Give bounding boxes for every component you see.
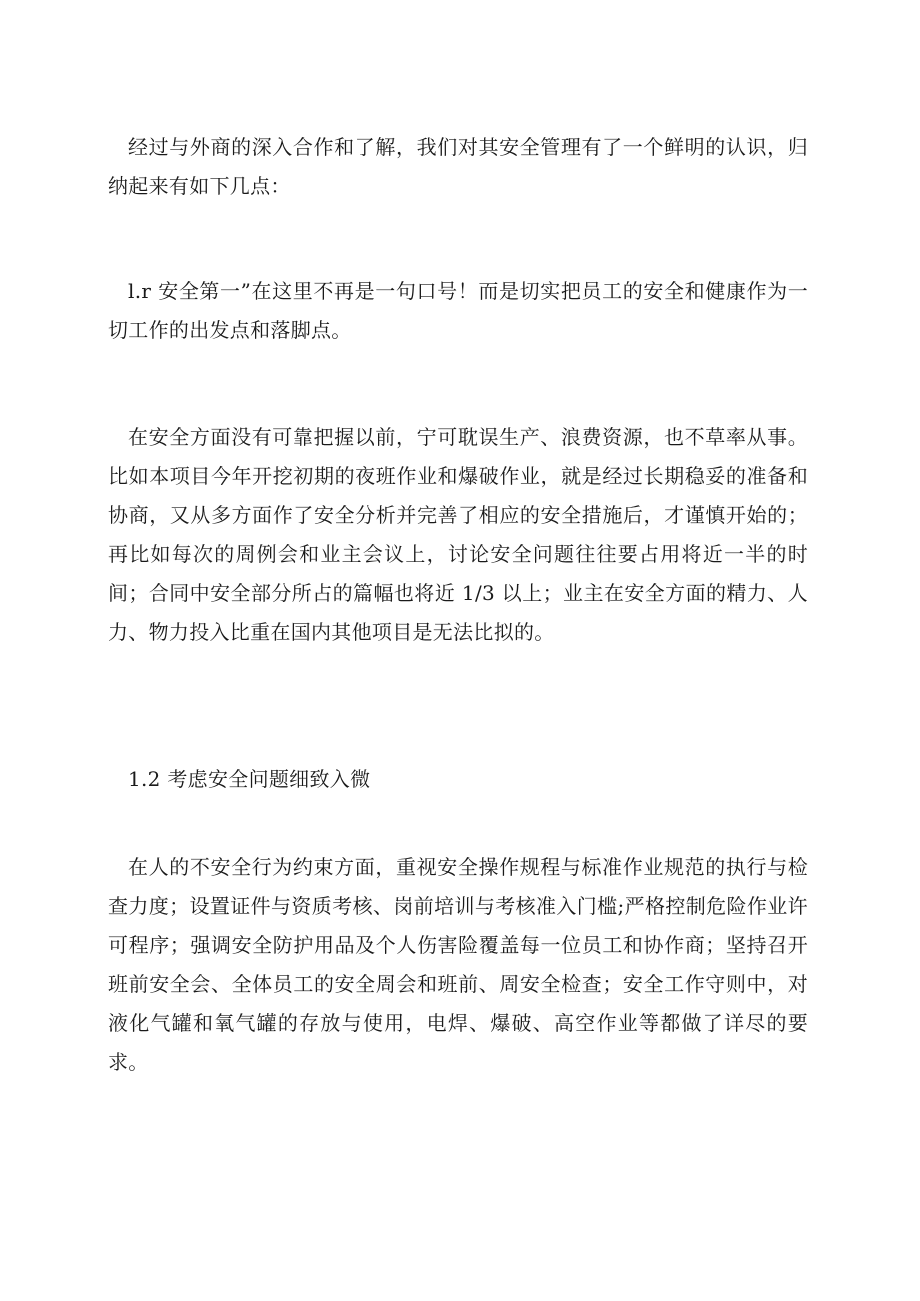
point-2-detail-paragraph: 在人的不安全行为约束方面，重视安全操作规程与标准作业规范的执行与检查力度；设置证件与资质考核、岗前培训与考核准入门槛;严格控制危险作业许可程序；强调安全防护用品及个人伤害险覆盖每一位员工和协作商；坚持召开班前安全会、全体员工的安全周会和班前、周安全检查；安全工作守则中，对液化气罐和氧气罐的存放与使用，电焊、爆破、高空作业等都做了详尽的要求。	[108, 855, 808, 1074]
intro-paragraph: 经过与外商的深入合作和了解，我们对其安全管理有了一个鲜明的认识，归纳起来有如下几点：	[108, 135, 808, 198]
point-1-detail-paragraph: 在安全方面没有可靠把握以前，宁可耽误生产、浪费资源，也不草率从事。比如本项目今年开挖初期的夜班作业和爆破作业，就是经过长期稳妥的准备和协商，又从多方面作了安全分析并完善了相应的安全措施后，才谨慎开始的；再比如每次的周例会和业主会议上，讨论安全问题往往要占用将近一半的时间；合同中安全部分所占的篇幅也将近 1/3 以上；业主在安全方面的精力、人力、物力投入比重在国内其他项目是无法比拟的。	[108, 425, 808, 644]
point-1-paragraph: l.r 安全第一”在这里不再是一句口号！而是切实把员工的安全和健康作为一切工作的出发点和落脚点。	[108, 279, 808, 342]
section-heading-1-2: 1.2 考虑安全问题细致入微	[128, 767, 371, 791]
